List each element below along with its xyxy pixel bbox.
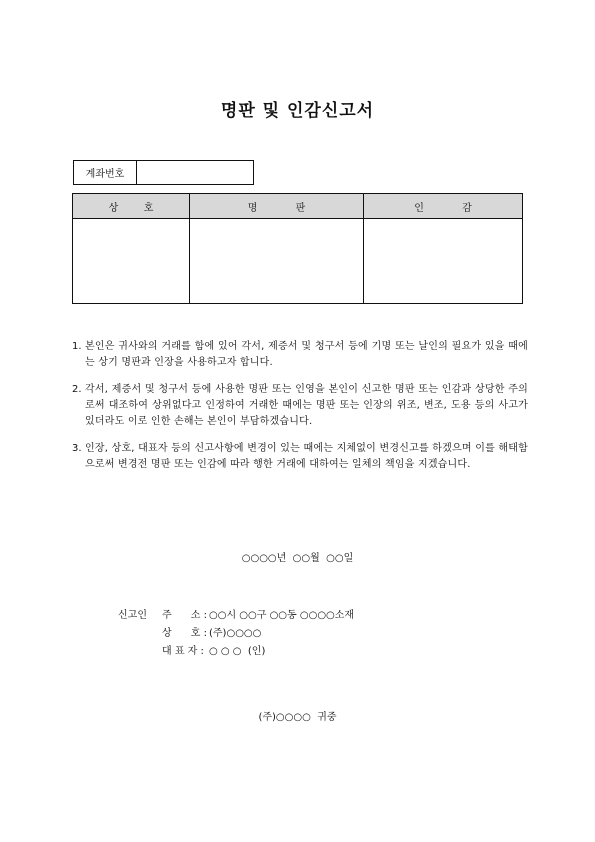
clause-text: 본인은 귀사와의 거래를 함에 있어 각서, 제증서 및 청구서 등에 기명 또는 날인의 필요가 있을 때에는 상기 명판과 인장을 사용하고자 합니다. bbox=[85, 341, 528, 368]
reporter-row bbox=[118, 643, 354, 661]
reporter-block bbox=[118, 607, 354, 661]
clause-item bbox=[72, 441, 528, 473]
reporter-field-value: ○○시 ○○구 ○○동 ○○○○소재 bbox=[209, 610, 355, 621]
cell-registered-seal[interactable] bbox=[364, 219, 522, 303]
seal-registration-table bbox=[72, 193, 523, 304]
document-date: ○○○○년 ○○월 ○○일 bbox=[241, 553, 354, 564]
reporter-field-label: 주 소 : bbox=[162, 610, 207, 621]
document-title: 명판 및 인감신고서 bbox=[220, 101, 375, 121]
clause-text: 각서, 제증서 및 청구서 등에 사용한 명판 또는 인영을 본인이 신고한 명판 또는 인감과 상당한 주의로써 대조하여 상위없다고 인정하여 거래한 때에는 명판 또는 인장의 위조, 변조, 도용 등의 사고가 있더라도 이로 인한 손해는 본인이 부담하겠습니다. bbox=[85, 384, 528, 427]
clause-list bbox=[72, 339, 528, 484]
clause-item bbox=[72, 339, 528, 371]
clause-number: 2. bbox=[72, 384, 82, 395]
cell-name-stamp[interactable] bbox=[190, 219, 364, 303]
header-trade-name: 상 호 bbox=[73, 194, 190, 218]
clause-number: 3. bbox=[72, 443, 82, 454]
reporter-field-label: 상 호 : bbox=[162, 628, 207, 639]
header-name-stamp: 명 판 bbox=[190, 194, 364, 218]
reporter-row bbox=[118, 607, 354, 625]
seal-table-body bbox=[73, 219, 522, 303]
seal-table-header bbox=[73, 194, 522, 219]
clause-number: 1. bbox=[72, 341, 82, 352]
reporter-role: 신고인 bbox=[118, 610, 147, 621]
addressee: (주)○○○○ 귀중 bbox=[258, 712, 337, 723]
account-number-box bbox=[73, 160, 254, 185]
cell-trade-name[interactable] bbox=[73, 219, 190, 303]
reporter-field-value: (주)○○○○ bbox=[209, 628, 262, 639]
reporter-field-value: ○ ○ ○ (인) bbox=[209, 646, 266, 657]
account-number-field[interactable] bbox=[137, 161, 253, 184]
reporter-field-label: 대 표 자 : bbox=[162, 646, 204, 657]
clause-item bbox=[72, 382, 528, 430]
header-registered-seal: 인 감 bbox=[414, 202, 472, 214]
clause-text: 인장, 상호, 대표자 등의 신고사항에 변경이 있는 때에는 지체없이 변경신고를 하겠으며 이를 해태함으로써 변경전 명판 또는 인감에 따라 행한 거래에 대하여는 일체의 책임을 지겠습니다. bbox=[85, 443, 528, 470]
account-number-label: 계좌번호 bbox=[74, 161, 137, 184]
reporter-row bbox=[118, 625, 354, 643]
